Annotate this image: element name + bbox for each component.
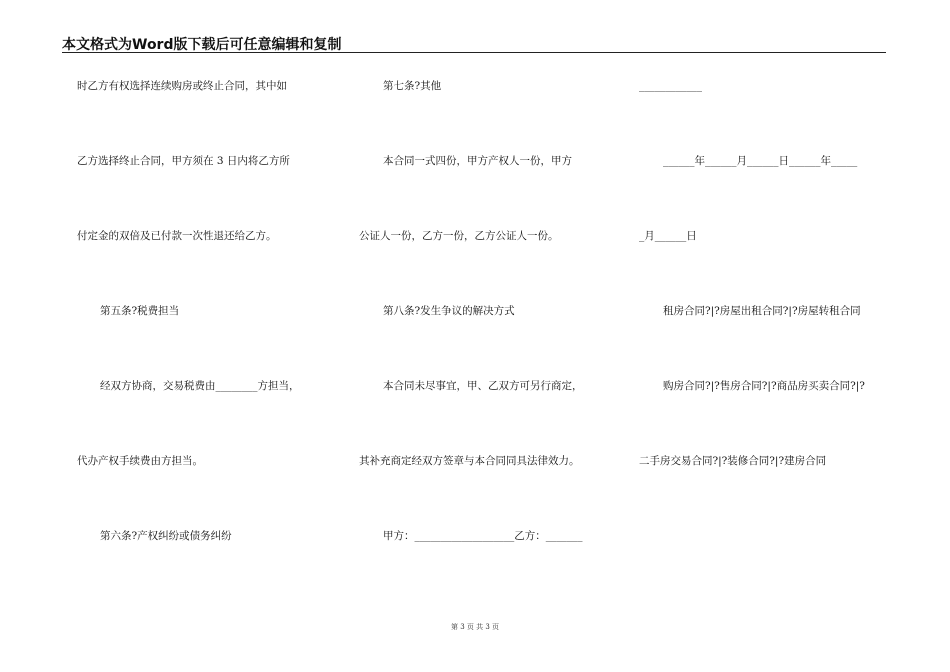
middle-line-3: 公证人一份，乙方一份，乙方公证人一份。	[359, 230, 559, 242]
left-line-1: 时乙方有权选择连续购房或终止合同，其中如	[77, 80, 287, 92]
left-line-3: 付定金的双倍及已付款一次性退还给乙方。	[77, 230, 277, 242]
right-blank-line: ____________	[639, 80, 702, 92]
middle-line-5: 本合同未尽事宜，甲、乙双方可另行商定，	[383, 380, 583, 392]
right-related-links-2: 购房合同?|?售房合同?|?商品房买卖合同?|?	[663, 380, 865, 392]
middle-heading-article-7: 第七条?其他	[383, 80, 442, 92]
right-date-line: ______年______月______日______年_____	[663, 155, 858, 167]
left-line-5: 经双方协商，交易税费由________方担当，	[100, 380, 300, 392]
left-line-6: 代办产权手续费由方担当。	[77, 455, 203, 467]
middle-line-6: 其补充商定经双方签章与本合同同具法律效力。	[359, 455, 580, 467]
right-date-line-continued: _月______日	[639, 230, 697, 242]
middle-line-2: 本合同一式四份，甲方产权人一份，甲方	[383, 155, 572, 167]
right-related-links-1: 租房合同?|?房屋出租合同?|?房屋转租合同	[663, 305, 861, 317]
middle-heading-article-8: 第八条?发生争议的解决方式	[383, 305, 515, 317]
left-heading-article-5: 第五条?税费担当	[100, 305, 180, 317]
header-title: 本文格式为Word版下载后可任意编辑和复制	[62, 37, 342, 53]
page-footer: 第 3 页 共 3 页	[450, 623, 500, 631]
left-heading-article-6: 第六条?产权纠纷或债务纠纷	[100, 530, 232, 542]
middle-signature-line: 甲方：___________________乙方：_______	[383, 530, 583, 542]
left-line-2: 乙方选择终止合同，甲方须在 3 日内将乙方所	[77, 155, 290, 167]
page-header	[62, 30, 886, 53]
right-related-links-3: 二手房交易合同?|?装修合同?|?建房合同	[639, 455, 827, 467]
